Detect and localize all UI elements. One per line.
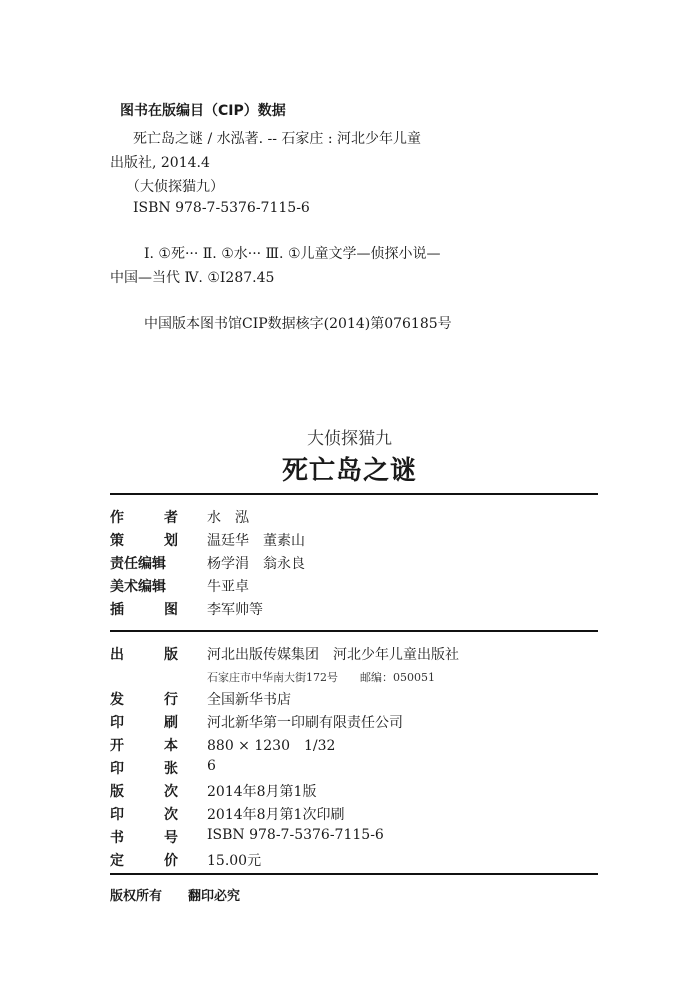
cip-line-6: 中国—当代 Ⅳ. ①I287.45 xyxy=(110,270,275,286)
cip-line-2: 出版社, 2014.4 xyxy=(110,155,210,171)
publication-label: 印 次 xyxy=(110,807,178,823)
divider-top xyxy=(110,493,598,495)
publication-value: 880 × 1230 1/32 xyxy=(207,738,336,754)
cip-line-3: （大侦探猫九） xyxy=(126,179,224,195)
publication-value: 6 xyxy=(207,758,216,774)
publication-label: 出 版 xyxy=(110,647,178,663)
publication-value: 15.00元 xyxy=(207,853,262,869)
credits-label: 策 划 xyxy=(110,533,178,549)
credits-label: 责任编辑 xyxy=(110,556,166,572)
cip-line-5: Ⅰ. ①死··· Ⅱ. ①水··· Ⅲ. ①儿童文学—侦探小说— xyxy=(144,246,441,262)
publication-value: ISBN 978-7-5376-7115-6 xyxy=(207,827,384,843)
publication-label: 开 本 xyxy=(110,738,178,754)
publication-label: 书 号 xyxy=(110,830,178,846)
credits-value: 杨学涓 翁永良 xyxy=(207,556,305,572)
series-title: 大侦探猫九 xyxy=(307,429,392,449)
cip-line-7: 中国版本图书馆CIP数据核字(2014)第076185号 xyxy=(144,316,452,332)
credits-label: 作 者 xyxy=(110,510,178,526)
rights-notice: 版权所有 翻印必究 xyxy=(110,889,241,904)
publisher-address: 石家庄市中华南大街172号 邮编：050051 xyxy=(207,671,435,684)
credits-label: 插 图 xyxy=(110,602,178,618)
divider-middle xyxy=(110,630,598,632)
publication-value: 全国新华书店 xyxy=(207,692,291,708)
publication-label: 发 行 xyxy=(110,692,178,708)
credits-value: 温廷华 董素山 xyxy=(207,533,305,549)
divider-bottom xyxy=(110,873,598,875)
publication-value: 2014年8月第1次印刷 xyxy=(207,807,345,823)
publication-label: 印 刷 xyxy=(110,715,178,731)
cip-line-1: 死亡岛之谜 / 水泓著. -- 石家庄 : 河北少年儿童 xyxy=(133,131,422,147)
cip-heading: 图书在版编目（CIP）数据 xyxy=(120,103,286,119)
publication-label: 印 张 xyxy=(110,761,178,777)
publication-value: 2014年8月第1版 xyxy=(207,784,317,800)
credits-value: 牛亚卓 xyxy=(207,579,249,595)
publication-label: 定 价 xyxy=(110,853,178,869)
publication-label: 版 次 xyxy=(110,784,178,800)
credits-value: 水 泓 xyxy=(207,510,249,526)
publication-value: 河北新华第一印刷有限责任公司 xyxy=(207,715,403,731)
credits-value: 李军帅等 xyxy=(207,602,263,618)
credits-label: 美术编辑 xyxy=(110,579,166,595)
publication-value: 河北出版传媒集团 河北少年儿童出版社 xyxy=(207,647,459,663)
cip-line-4: ISBN 978-7-5376-7115-6 xyxy=(133,200,310,216)
book-title: 死亡岛之谜 xyxy=(281,456,417,486)
